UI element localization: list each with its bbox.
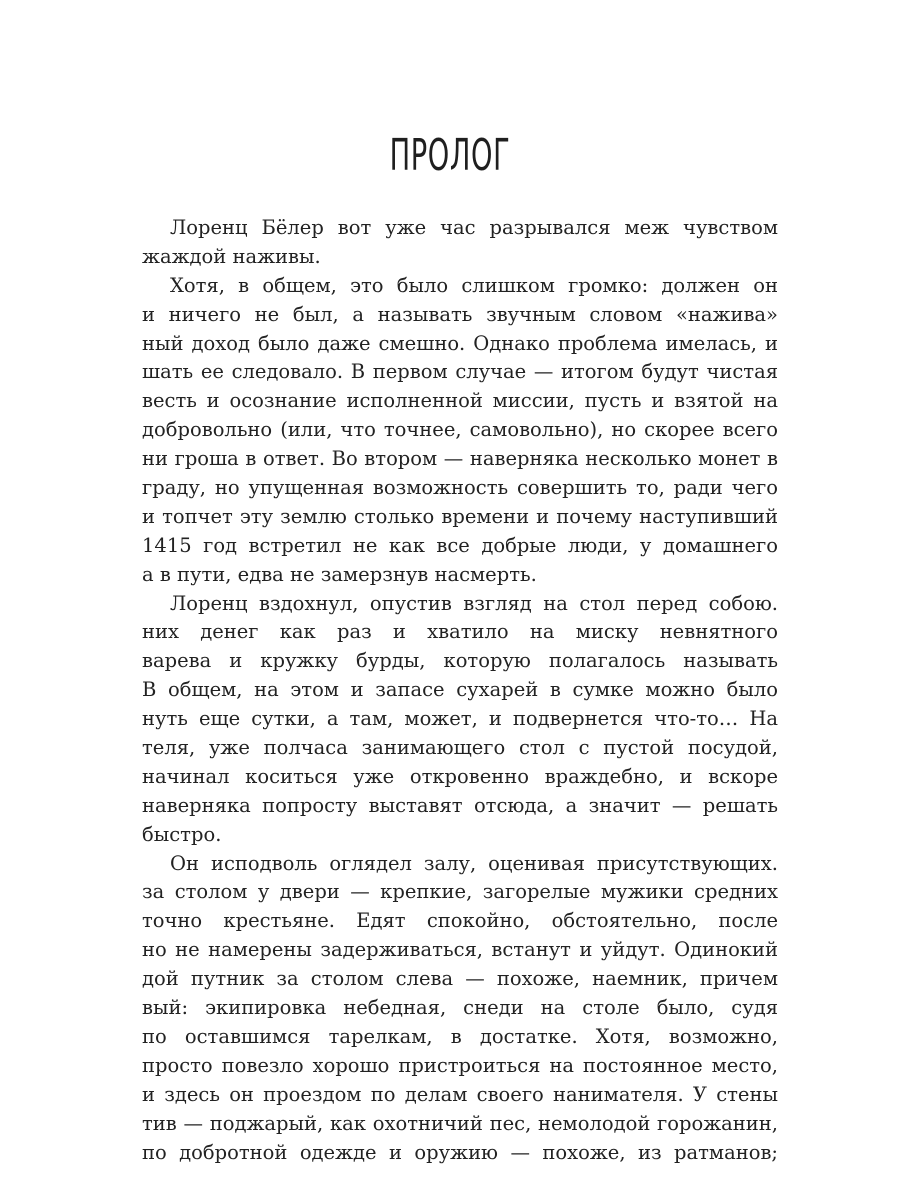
text-line: и ничего не был, а называть звучным словом «нажива» [142, 302, 778, 326]
text-line: ни гроша в ответ. Во втором — наверняка несколько монет в [142, 447, 778, 471]
text-line: по оставшимся тарелкам, в достатке. Хотя, возможно, [142, 1024, 778, 1048]
text-line: за столом у двери — крепкие, загорелые мужики средних [142, 880, 778, 904]
text-line: но не намерены задерживаться, встанут и уйдут. Одинокий [142, 938, 778, 962]
paragraph [142, 590, 778, 850]
text-line: нуть еще сутки, а там, может, и подвернется что-то… На [142, 707, 778, 731]
text-line: В общем, на этом и запасе сухарей в сумке можно было [142, 678, 778, 702]
text-line: и топчет эту землю столько времени и почему наступивший [142, 504, 778, 528]
text-line: Лоренц Бёлер вот уже час разрывался меж чувством [170, 216, 778, 239]
paragraph [142, 272, 778, 590]
text-line: варева и кружку бурды, которую полагалось называть [142, 649, 778, 673]
text-line: дой путник за столом слева — похоже, наемник, причем [142, 967, 778, 991]
text-line: а в пути, едва не замерзнув насмерть. [142, 562, 537, 586]
text-line: Он исподволь оглядел залу, оценивая присутствующих. [170, 851, 778, 875]
paragraph [142, 214, 778, 272]
text-line: них денег как раз и хватило на миску невнятного [142, 620, 778, 644]
text-line: шать ее следовало. В первом случае — итогом будут чистая [142, 360, 778, 384]
chapter-title: ПРОЛОГ [389, 130, 511, 181]
chapter-body [142, 214, 778, 1167]
text-line: теля, уже полчаса занимающего стол с пустой посудой, [142, 736, 778, 760]
text-line: 1415 год встретил не как все добрые люди, у домашнего [142, 533, 778, 557]
text-line: просто повезло хорошо пристроиться на постоянное место, [142, 1053, 778, 1077]
text-line: наверняка попросту выставят отсюда, а значит — решать [142, 793, 778, 817]
text-line: и здесь он проездом по делам своего нанимателя. У стены [142, 1082, 778, 1106]
text-line: жаждой наживы. [142, 244, 321, 268]
text-line: тив — поджарый, как охотничий пес, немолодой горожанин, [142, 1111, 778, 1135]
paragraph [142, 850, 778, 1168]
text-line: добровольно (или, что точнее, самовольно), но скорее всего [142, 418, 778, 442]
text-line: граду, но упущенная возможность совершить то, ради чего [142, 476, 778, 500]
text-line: Хотя, в общем, это было слишком громко: должен он [170, 273, 778, 297]
text-line: точно крестьяне. Едят спокойно, обстоятельно, после [142, 909, 778, 933]
text-line: весть и осознание исполненной миссии, пусть и взятой на [142, 389, 778, 413]
text-line: вый: экипировка небедная, снеди на столе было, судя [142, 996, 778, 1020]
text-line: ный доход было даже смешно. Однако проблема имелась, и [142, 331, 778, 355]
text-line: начинал коситься уже откровенно враждебно, и вскоре [142, 764, 778, 788]
text-line: быстро. [142, 822, 222, 846]
text-line: по добротной одежде и оружию — похоже, из ратманов; [142, 1140, 778, 1164]
text-line: Лоренц вздохнул, опустив взгляд на стол перед собою. [170, 591, 778, 615]
